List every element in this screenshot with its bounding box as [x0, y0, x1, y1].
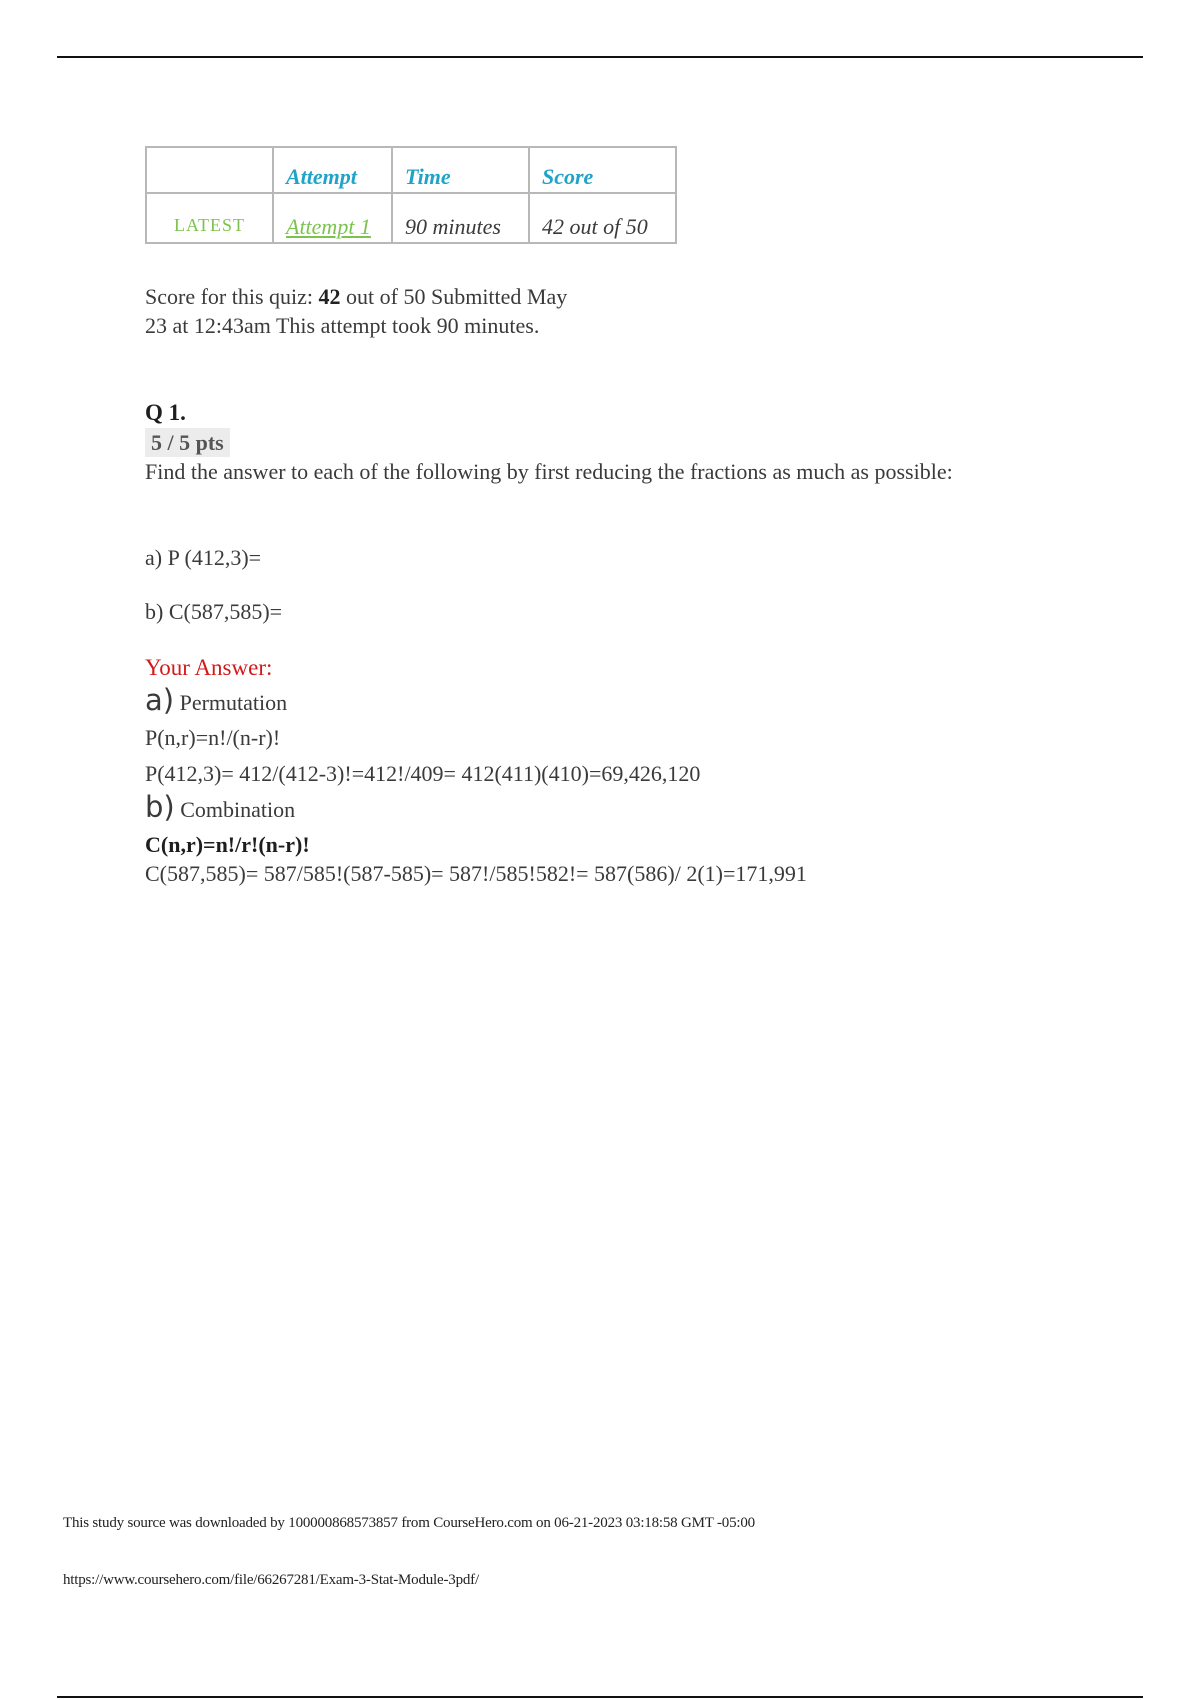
quiz-score-summary — [145, 282, 575, 340]
answer-b-label: Combination — [174, 797, 296, 822]
time-cell: 90 minutes — [392, 193, 529, 243]
attempts-header-row — [146, 147, 676, 193]
answer-a-letter: a) — [145, 683, 175, 717]
answer-b-work: C(587,585)= 587/585!(587-585)= 587!/585!582!= 587(586)/ 2(1)=171,991 — [145, 861, 807, 886]
page-bottom-rule — [57, 1696, 1143, 1698]
attempt-cell — [273, 193, 392, 243]
page-top-rule — [57, 56, 1143, 58]
answer-a-label: Permutation — [174, 690, 288, 715]
header-time: Time — [392, 147, 529, 193]
score-cell: 42 out of 50 — [529, 193, 676, 243]
answer-b-formula: C(n,r)=n!/r!(n-r)! — [145, 832, 310, 857]
question-part-b: b) C(587,585)= — [145, 599, 283, 624]
header-attempt: Attempt — [273, 147, 392, 193]
attempts-table — [145, 146, 677, 244]
answer-b-letter: b) — [145, 790, 175, 824]
summary-prefix: Score for this quiz: — [145, 284, 319, 309]
summary-score: 42 — [318, 284, 341, 309]
answer-a-work: P(412,3)= 412/(412-3)!=412!/409= 412(411)(410)=69,426,120 — [145, 761, 701, 786]
download-source-note: This study source was downloaded by 100000868573857 from CourseHero.com on 06-21-2023 03:18:58 GMT -05:00 — [63, 1515, 755, 1531]
answer-b-heading — [145, 790, 296, 824]
attempts-row-latest — [146, 193, 676, 243]
question-prompt: Find the answer to each of the following by first reducing the fractions as much as possible: — [145, 459, 953, 484]
your-answer-heading: Your Answer: — [145, 655, 273, 680]
answer-a-formula: P(n,r)=n!/(n-r)! — [145, 725, 281, 750]
header-blank — [146, 147, 273, 193]
question-part-a: a) P (412,3)= — [145, 545, 262, 570]
source-url: https://www.coursehero.com/file/66267281/Exam-3-Stat-Module-3pdf/ — [63, 1572, 479, 1588]
question-points: 5 / 5 pts — [145, 428, 230, 457]
summary-suffix: out of 50 Submitted May 23 at 12:43am This attempt took 90 minutes. — [145, 284, 568, 338]
attempt-1-link[interactable]: Attempt 1 — [286, 214, 371, 239]
latest-badge: LATEST — [146, 193, 273, 243]
question-title: Q 1. — [145, 400, 186, 425]
header-score: Score — [529, 147, 676, 193]
answer-a-heading — [145, 683, 288, 717]
